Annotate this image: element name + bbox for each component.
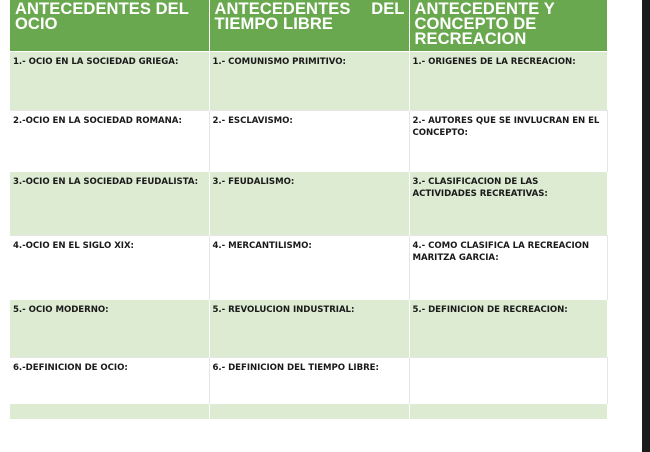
table-cell[interactable]: 1.- OCIO EN LA SOCIEDAD GRIEGA: (10, 51, 209, 110)
table-cell[interactable]: 4.-OCIO EN EL SIGLO XIX: (10, 235, 209, 299)
table-cell[interactable]: 4.- MERCANTILISMO: (209, 235, 409, 299)
activity-table (10, 0, 608, 419)
header-line: CONCEPTO DE (414, 15, 537, 33)
window-edge-bar (642, 0, 650, 452)
table-row (10, 51, 607, 110)
table-cell[interactable]: 5.- DEFINICION DE RECREACION: (409, 299, 607, 357)
table-header-row (10, 0, 607, 51)
header-antecedente-concepto-recreacion (409, 0, 607, 51)
table-row (10, 357, 607, 403)
table-cell[interactable]: 4.- COMO CLASIFICA LA RECREACION MARITZA GARCIA: (409, 235, 607, 299)
table-cell[interactable] (409, 357, 607, 403)
table-cell[interactable]: 2.- ESCLAVISMO: (209, 110, 409, 171)
table-cell[interactable]: 6.- DEFINICION DEL TIEMPO LIBRE: (209, 357, 409, 403)
table-cell[interactable] (409, 403, 607, 419)
table-cell[interactable]: 2.-OCIO EN LA SOCIEDAD ROMANA: (10, 110, 209, 171)
table-cell[interactable]: 5.- REVOLUCION INDUSTRIAL: (209, 299, 409, 357)
table-cell[interactable]: 5.- OCIO MODERNO: (10, 299, 209, 357)
header-antecedentes-tiempo-libre (209, 0, 409, 51)
table-cell[interactable]: 3.-OCIO EN LA SOCIEDAD FEUDALISTA: (10, 171, 209, 235)
table-cell[interactable]: 6.-DEFINICION DE OCIO: (10, 357, 209, 403)
document-sheet (10, 0, 607, 419)
header-antecedentes-ocio (10, 0, 209, 51)
table-cell[interactable]: 1.- ORIGENES DE LA RECREACION: (409, 51, 607, 110)
header-line: OCIO (15, 15, 58, 33)
table-cell[interactable]: 2.- AUTORES QUE SE INVLUCRAN EN EL CONCEPTO: (409, 110, 607, 171)
table-row (10, 299, 607, 357)
table-cell[interactable] (10, 403, 209, 419)
header-word: DEL (371, 0, 405, 18)
table-row (10, 110, 607, 171)
header-line: ANTECEDENTES DEL (15, 0, 189, 18)
header-line: TIEMPO LIBRE (214, 15, 334, 33)
table-row (10, 171, 607, 235)
table-row (10, 403, 607, 419)
header-line: ANTECEDENTE Y (414, 0, 555, 18)
table-cell[interactable] (209, 403, 409, 419)
header-word: ANTECEDENTES (214, 0, 351, 18)
table-cell[interactable]: 3.- CLASIFICACION DE LAS ACTIVIDADES RECREATIVAS: (409, 171, 607, 235)
table-row (10, 235, 607, 299)
table-cell[interactable]: 3.- FEUDALISMO: (209, 171, 409, 235)
table-cell[interactable]: 1.- COMUNISMO PRIMITIVO: (209, 51, 409, 110)
header-line: RECREACION (414, 30, 527, 48)
